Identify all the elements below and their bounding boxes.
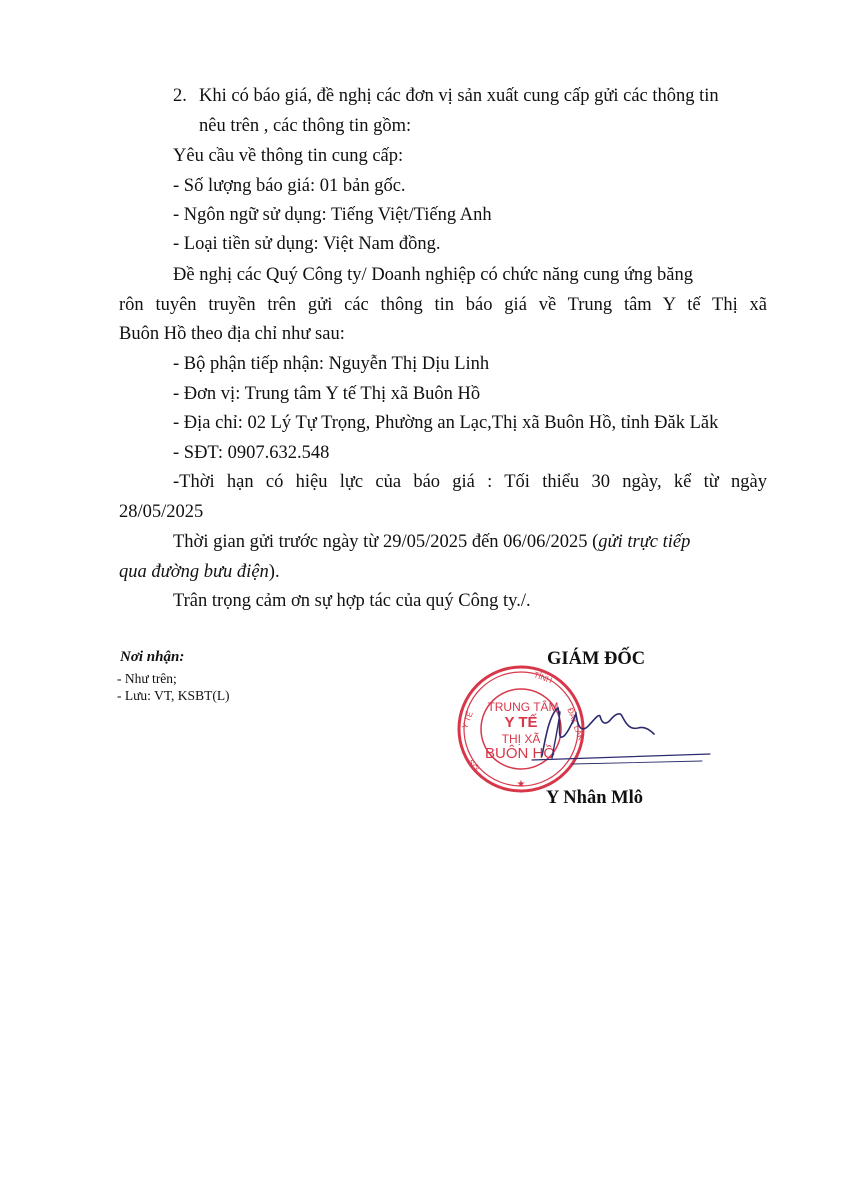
stamp-ring-bottom: SỞ	[465, 757, 481, 774]
deadline-text: Thời gian gửi trước ngày từ 29/05/2025 đến 06/06/2025 (	[173, 532, 599, 552]
validity-line-1: -Thời hạn có hiệu lực của báo giá : Tối thiểu 30 ngày, kể từ ngày	[173, 472, 767, 492]
recipient-item: - Như trên;	[117, 671, 177, 686]
validity-line-2: 28/05/2025	[119, 502, 204, 522]
contact-receiver: - Bộ phận tiếp nhận: Nguyễn Thị Dịu Linh	[173, 354, 490, 374]
signer-name: Y Nhân Mlô	[546, 788, 643, 808]
deadline-line-1	[173, 530, 690, 554]
recipients-title: Nơi nhận:	[120, 649, 185, 665]
item-2-text-1: Khi có báo giá, đề nghị các đơn vị sản xuất cung cấp gửi các thông tin	[199, 86, 719, 106]
deadline-method-italic: gửi trực tiếp	[598, 532, 691, 552]
item-2-line-1	[173, 84, 719, 108]
deadline-line-2	[119, 560, 280, 584]
item-number: 2.	[173, 86, 187, 106]
requirement-currency: - Loại tiền sử dụng: Việt Nam đồng.	[173, 234, 441, 254]
item-2-line-2: nêu trên , các thông tin gồm:	[199, 116, 412, 136]
requirements-title: Yêu cầu về thông tin cung cấp:	[173, 146, 404, 166]
stamp-inner-text-3: THỊ XÃ	[501, 732, 541, 746]
deadline-close: ).	[268, 562, 280, 582]
handwritten-signature	[512, 694, 712, 774]
stamp-inner-text-4: BUÔN HỒ	[484, 745, 556, 762]
stamp-ring-left: Y TẾ	[460, 710, 475, 730]
thanks-line: Trân trọng cảm ơn sự hợp tác của quý Công ty./.	[173, 591, 531, 611]
paragraph-request-line-3: Buôn Hồ theo địa chỉ như sau:	[119, 324, 345, 344]
stamp-inner-text-1: TRUNG TÂM	[487, 700, 559, 714]
requirement-quantity: - Số lượng báo giá: 01 bản gốc.	[173, 176, 406, 196]
contact-unit: - Đơn vị: Trung tâm Y tế Thị xã Buôn Hồ	[173, 384, 481, 404]
stamp-ring-right: ĐẮK LẮK	[565, 706, 586, 742]
paragraph-request-line-2: rôn tuyên truyền trên gửi các thông tin báo giá về Trung tâm Y tế Thị xã	[119, 295, 767, 315]
signature-title: GIÁM ĐỐC	[547, 649, 646, 669]
stamp-inner-text-2: Y TẾ	[504, 714, 538, 731]
star-icon: ★	[516, 779, 526, 790]
contact-phone: - SĐT: 0907.632.548	[173, 443, 330, 463]
deadline-method-italic-2: qua đường bưu điện	[119, 562, 269, 582]
recipient-item: - Lưu: VT, KSBT(L)	[117, 688, 230, 703]
requirement-language: - Ngôn ngữ sử dụng: Tiếng Việt/Tiếng Anh	[173, 205, 492, 225]
stamp-ring-top: TỈNH	[532, 670, 554, 686]
paragraph-request-line-1: Đề nghị các Quý Công ty/ Doanh nghiệp có chức năng cung ứng băng	[173, 265, 693, 285]
contact-address: - Địa chỉ: 02 Lý Tự Trọng, Phường an Lạc,Thị xã Buôn Hồ, tỉnh Đăk Lăk	[173, 413, 719, 433]
